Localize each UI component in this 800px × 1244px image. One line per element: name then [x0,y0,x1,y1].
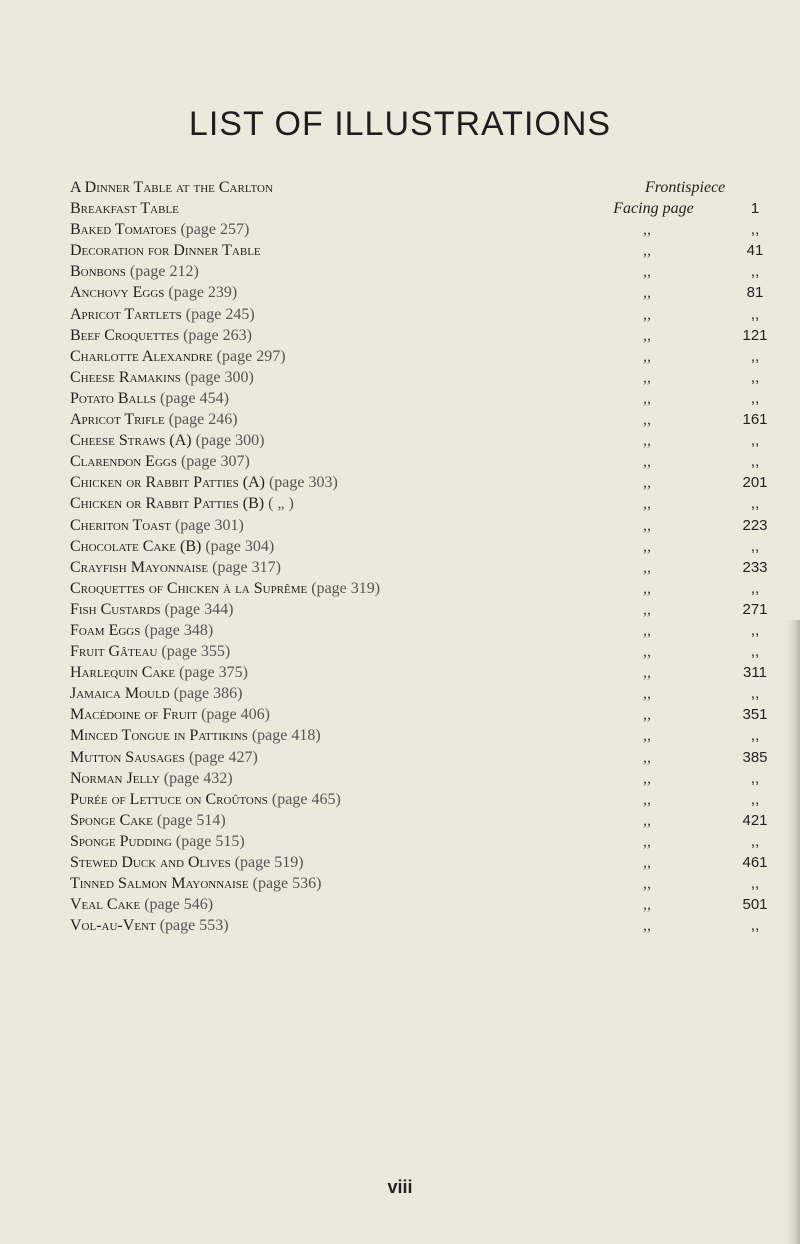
illustration-title: Beef Croquettes [70,326,180,344]
list-item [70,768,770,789]
page-folio: viii [387,1177,413,1197]
facing-page-number: 1 [750,200,760,218]
recipe-page-ref: (page 344) [164,600,234,618]
illustration-title: Macédoine of Fruit [70,706,198,724]
list-item [70,641,770,662]
recipe-page-ref: (page 515) [175,832,245,850]
facing-page-label: Facing page [613,200,694,218]
ditto-mark: ,, [643,453,651,471]
list-item [70,493,770,514]
illustrations-list [70,177,770,936]
illustration-title: Jamaica Mould [70,685,170,703]
facing-page-number: ,, [750,832,760,850]
illustration-title: Minced Tongue in Pattikins [70,727,248,745]
recipe-page-ref: (page 546) [144,896,214,914]
list-item [70,261,770,282]
recipe-page-ref: (page 300) [195,432,265,450]
illustration-entry [70,177,273,198]
illustration-title: Croquettes of Chicken à la Suprême [70,579,308,597]
facing-page-number: 385 [742,748,768,766]
facing-page-number: 233 [742,558,768,576]
facing-page-number: 501 [742,896,768,914]
illustration-title: Baked Tomatoes [70,221,177,239]
illustration-entry [70,388,229,409]
illustration-title: Foam Eggs [70,621,141,639]
facing-page-number: ,, [750,305,760,323]
illustration-entry [70,641,230,662]
list-item [70,915,770,936]
illustration-entry [70,261,199,282]
illustration-title: Stewed Duck and Olives [70,854,231,871]
illustration-title: Chocolate Cake (B) [70,537,202,555]
illustration-entry [70,430,264,451]
ditto-mark: ,, [643,389,651,407]
ditto-mark: ,, [643,917,651,935]
facing-page-number: 311 [743,664,767,682]
illustration-entry [70,704,270,725]
ditto-mark: ,, [643,221,651,239]
ditto-mark: ,, [643,579,651,597]
ditto-mark: ,, [643,326,651,344]
recipe-page-ref: (page 246) [168,411,238,429]
list-item [70,578,770,599]
recipe-page-ref: (page 245) [185,305,255,323]
ditto-mark: ,, [643,706,651,724]
list-item [70,894,770,915]
facing-page-number: 81 [746,284,764,302]
facing-page-number: ,, [750,453,760,471]
facing-page-number: 351 [742,706,768,724]
list-item [70,346,770,367]
illustration-title: A Dinner Table at the Carlton [70,179,273,196]
list-item [70,536,770,557]
list-item [70,367,770,388]
illustration-entry [70,346,286,367]
facing-page-number: ,, [750,368,760,386]
ditto-mark: ,, [643,664,651,682]
ditto-mark: ,, [643,769,651,787]
illustration-title: Chicken or Rabbit Patties (B) [70,495,265,513]
list-item [70,662,770,683]
list-item [70,747,770,768]
facing-page-number: ,, [750,537,760,555]
facing-page-number: ,, [750,389,760,407]
illustration-entry [70,789,341,810]
ditto-mark: ,, [643,748,651,766]
recipe-page-ref: (page 553) [159,917,229,935]
illustration-entry [70,915,229,936]
facing-page-number: 271 [742,600,768,618]
recipe-page-ref: (page 307) [180,453,250,471]
ditto-mark: ,, [643,537,651,555]
illustration-title: Cheriton Toast [70,516,171,534]
list-item [70,515,770,536]
facing-page-number: ,, [750,727,760,745]
illustration-title: Purée of Lettuce on Croûtons [70,790,268,808]
recipe-page-ref: ( „ ) [268,495,294,513]
illustration-title: Decoration for Dinner Table [70,242,261,260]
recipe-page-ref: (page 465) [271,790,341,808]
illustration-entry [70,198,179,219]
illustration-title: Bonbons [70,263,126,281]
recipe-page-ref: (page 257) [180,221,250,239]
ditto-mark: ,, [643,474,651,492]
ditto-mark: ,, [643,516,651,534]
ditto-mark: ,, [643,495,651,513]
ditto-mark: ,, [643,242,651,260]
ditto-mark: ,, [643,832,651,850]
illustration-title: Breakfast Table [70,200,179,218]
facing-page-number: 121 [742,326,768,344]
illustration-title: Fish Custards [70,600,161,618]
illustration-entry [70,493,294,514]
list-item [70,430,770,451]
list-item [70,177,770,198]
illustration-title: Sponge Cake [70,811,153,829]
recipe-page-ref: (page 519) [234,854,304,871]
list-item [70,451,770,472]
illustration-entry [70,304,255,325]
list-item [70,409,770,430]
ditto-mark: ,, [643,621,651,639]
facing-page-number: 421 [742,811,768,829]
list-item [70,304,770,325]
recipe-page-ref: (page 348) [144,621,214,639]
list-item [70,725,770,746]
illustration-entry [70,557,281,578]
recipe-page-ref: (page 536) [252,875,322,893]
facing-page-number: 161 [742,411,768,429]
recipe-page-ref: (page 375) [179,664,248,682]
facing-page-number: ,, [750,263,760,281]
recipe-page-ref: (page 418) [251,727,321,745]
ditto-mark: ,, [643,305,651,323]
illustration-entry [70,240,261,261]
recipe-page-ref: (page 300) [184,368,254,386]
list-item [70,683,770,704]
facing-page-number: ,, [750,685,760,703]
illustration-entry [70,873,321,894]
recipe-page-ref: (page 297) [216,347,286,365]
list-item [70,831,770,852]
facing-page-number: ,, [750,769,760,787]
list-item [70,388,770,409]
recipe-page-ref: (page 303) [268,474,338,492]
facing-page-number: 223 [742,516,768,534]
illustration-title: Fruit Gâteau [70,643,158,661]
illustration-entry [70,578,380,599]
illustration-title: Sponge Pudding [70,832,172,850]
illustration-entry [70,747,258,768]
ditto-mark: ,, [643,347,651,365]
illustration-entry [70,620,213,641]
page-title: LIST OF ILLUSTRATIONS [188,105,612,143]
illustration-title: Vol-au-Vent [70,917,156,935]
facing-page-number: ,, [750,495,760,513]
list-item [70,325,770,346]
illustration-entry [70,367,254,388]
ditto-mark: ,, [643,411,651,429]
list-item [70,472,770,493]
ditto-mark: ,, [643,368,651,386]
list-item [70,557,770,578]
illustration-entry [70,662,248,683]
ditto-mark: ,, [643,284,651,302]
ditto-mark: ,, [643,432,651,450]
illustration-entry [70,683,242,704]
illustration-title: Mutton Sausages [70,748,185,766]
illustration-entry [70,810,226,831]
illustration-entry [70,536,274,557]
illustration-title: Charlotte Alexandre [70,347,213,365]
recipe-page-ref: (page 514) [156,811,226,829]
illustration-entry [70,472,338,493]
illustration-title: Norman Jelly [70,769,160,787]
illustration-title: Crayfish Mayonnaise [70,558,209,576]
recipe-page-ref: (page 212) [129,263,199,281]
illustration-title: Cheese Ramakins [70,368,181,386]
list-item [70,599,770,620]
frontispiece-label: Frontispiece [645,179,726,196]
recipe-page-ref: (page 454) [160,389,229,407]
recipe-page-ref: (page 263) [183,326,252,344]
ditto-mark: ,, [643,685,651,703]
illustration-title: Veal Cake [70,896,141,914]
illustration-title: Anchovy Eggs [70,284,165,302]
ditto-mark: ,, [643,600,651,618]
ditto-mark: ,, [643,790,651,808]
ditto-mark: ,, [643,558,651,576]
recipe-page-ref: (page 386) [173,685,243,703]
illustration-title: Tinned Salmon Mayonnaise [70,875,249,893]
facing-page-number: ,, [750,221,760,239]
facing-page-number: 201 [742,474,768,492]
recipe-page-ref: (page 317) [212,558,281,576]
illustration-title: Cheese Straws (A) [70,432,192,450]
ditto-mark: ,, [643,854,651,871]
facing-page-number: 41 [746,242,764,260]
ditto-mark: ,, [643,875,651,893]
recipe-page-ref: (page 304) [205,537,275,555]
list-item [70,282,770,303]
illustration-entry [70,831,245,852]
illustration-entry [70,852,304,873]
illustration-entry [70,894,213,915]
facing-page-number: ,, [750,643,760,661]
facing-page-number: ,, [750,347,760,365]
page-edge-shadow [786,620,800,1244]
facing-page-number: ,, [750,432,760,450]
illustration-entry [70,725,321,746]
illustration-entry [70,515,244,536]
facing-page-number: ,, [750,579,760,597]
ditto-mark: ,, [643,643,651,661]
recipe-page-ref: (page 319) [311,579,381,597]
illustration-entry [70,219,249,240]
list-item [70,789,770,810]
list-item [70,873,770,894]
illustration-entry [70,325,252,346]
facing-page-number: ,, [750,875,760,893]
facing-page-number: ,, [750,917,760,935]
illustration-title: Apricot Tartlets [70,305,182,323]
recipe-page-ref: (page 427) [188,748,258,766]
recipe-page-ref: (page 432) [163,769,233,787]
ditto-mark: ,, [643,263,651,281]
illustration-entry [70,282,237,303]
illustration-entry [70,599,233,620]
list-item [70,810,770,831]
list-item [70,620,770,641]
illustration-title: Chicken or Rabbit Patties (A) [70,474,265,492]
list-item [70,852,770,873]
illustration-entry [70,409,238,430]
ditto-mark: ,, [643,727,651,745]
ditto-mark: ,, [643,811,651,829]
illustration-entry [70,451,250,472]
recipe-page-ref: (page 355) [161,643,231,661]
ditto-mark: ,, [643,896,651,914]
list-item [70,198,770,219]
illustration-title: Potato Balls [70,389,157,407]
recipe-page-ref: (page 406) [201,706,270,724]
facing-page-number: ,, [750,621,760,639]
illustration-entry [70,768,233,789]
list-item [70,704,770,725]
facing-page-number: ,, [750,790,760,808]
recipe-page-ref: (page 239) [168,284,238,302]
recipe-page-ref: (page 301) [174,516,244,534]
list-item [70,240,770,261]
list-item [70,219,770,240]
illustration-title: Clarendon Eggs [70,453,177,471]
illustration-title: Harlequin Cake [70,664,176,682]
illustration-title: Apricot Trifle [70,411,165,429]
facing-page-number: 461 [742,854,768,871]
